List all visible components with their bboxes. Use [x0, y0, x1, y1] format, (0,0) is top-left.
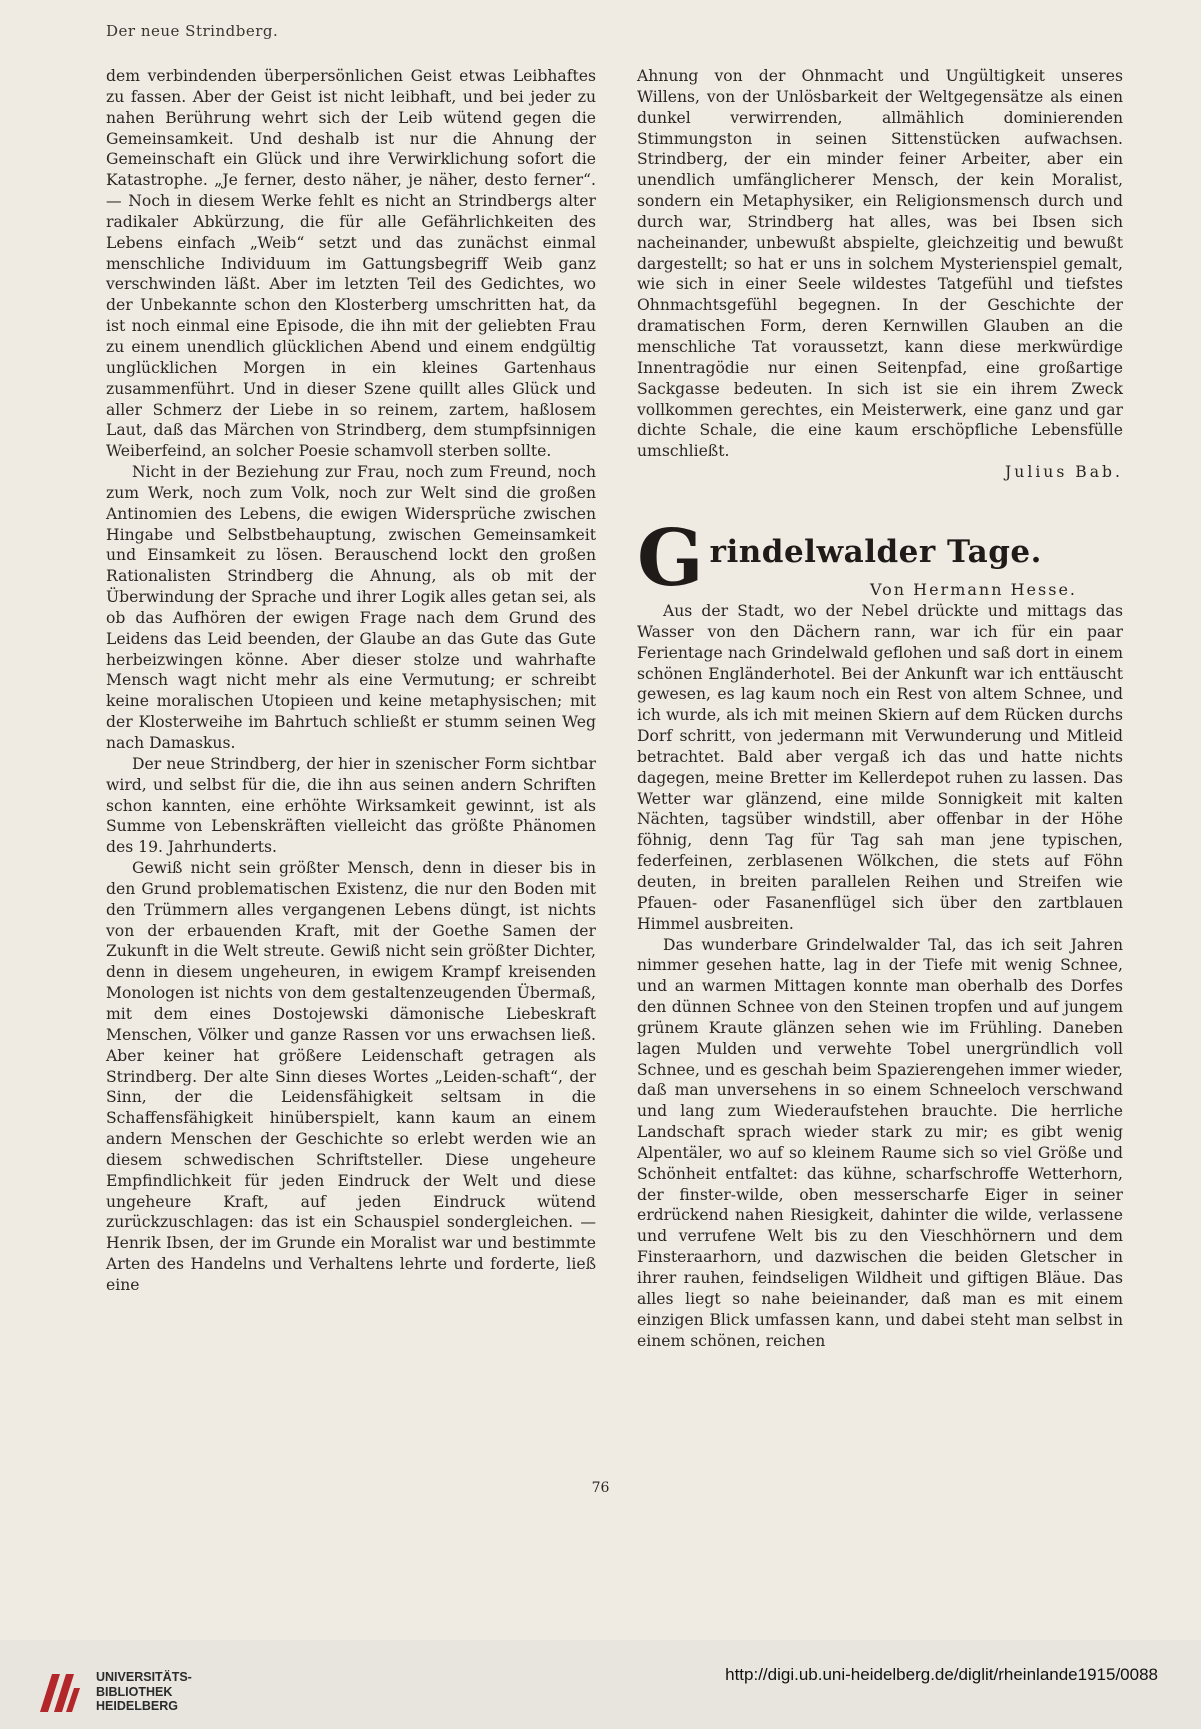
paragraph: Gewiß nicht sein größter Mensch, denn in dieser bis in den Grund problematischen Existenz, die nur den Boden mit den Trümmern alles vergangenen Lebens düngt, ist nichts von der erbauenden Kraft, mit der Goethe Samen der Zukunft in die Welt streute. Gewiß nicht sein größter Dichter, denn in diesem ungeheuren, in ewigem Krampf kreisenden Monologen ist nichts von dem gestaltenzeugenden Übermaß, mit dem eines Dostojewski dämonische Liebeskraft Menschen, Völker und ganze Rassen vor uns erwachsen ließ. Aber keiner hat größere Leidenschaft getragen als Strindberg. Der alte Sinn dieses Wortes „Leiden-schaft“, der Sinn, der die Leidensfähigkeit seltsam in die Schaffensfähigkeit hinüberspielt, kann kaum an einem andern Menschen der Geschichte so erlebt werden wie an diesem schwedischen Schriftsteller. Diese ungeheure Empfindlichkeit für jeden Eindruck der Welt und diese ungeheure Kraft, auf jeden Eindruck wütend zurückzuschlagen: das ist ein Schauspiel sondergleichen. — Henrik Ibsen, der im Grunde ein Moralist war und bestimmte Arten des Handelns und Verhaltens lehrte und forderte, ließ eine: [106, 859, 596, 1294]
byline: Von Hermann Hesse.: [870, 580, 1077, 599]
right-column-article: [637, 601, 1123, 1351]
paragraph: Der neue Strindberg, der hier in szenischer Form sichtbar wird, und selbst für die, die ihn aus seinen andern Schriften schon kannten, eine erhöhte Wirksamkeit gewinnt, ist als Summe von Lebenskräften vielleicht das größte Phänomen des 19. Jahrhunderts.: [106, 754, 596, 857]
left-column: [106, 66, 596, 1296]
library-name: [96, 1670, 192, 1714]
footer-bar: [0, 1640, 1201, 1729]
library-name-line: UNIVERSITÄTS-: [96, 1670, 192, 1684]
paragraph: Aus der Stadt, wo der Nebel drückte und mittags das Wasser von den Dächern rann, war ich für ein paar Ferientage nach Grindelwald geflohen und saß dort in einem schönen Engländerhotel. Bei der Ankunft war ich enttäuscht gewesen, es lag kaum noch ein Rest von altem Schnee, und ich wurde, als ich mit meinen Skiern auf dem Rücken durchs Dorf schritt, von jedermann mit Verwunderung und Mitleid betrachtet. Bald aber vergaß ich das und hatte nichts dagegen, meine Bretter im Kellerdepot ruhen zu lassen. Das Wetter war glänzend, eine milde Sonnigkeit mit kalten Nächten, tagsüber windstill, aber offenbar in der Höhe föhnig, denn Tag für Tag sah man jene typischen, federfeinen, zerblasenen Wölkchen, die stets auf Föhn deuten, in breiten parallelen Reihen und Streifen wie Pfauen- oder Fasanenflügel sich über den zartblauen Himmel ausbreiten.: [637, 602, 1123, 933]
paragraph: Ahnung von der Ohnmacht und Ungültigkeit unseres Willens, von der Unlösbarkeit der Weltgegensätze als einen dunkel verwirrenden, allmählich dominierenden Stimmungston in seinen Sittenstücken aufwachsen. Strindberg, der ein minder feiner Arbeiter, aber ein unendlich umfänglicherer Mensch, der kein Moralist, sondern ein Metaphysiker, ein Religionsmensch durch und durch war, Strindberg hat alles, was bei Ibsen sich nacheinander, unbewußt abspielte, gleichzeitig und bewußt dargestellt; so hat er uns in solchem Mysterienspiel gemalt, wie sich in einer Seele wildestes Tatgefühl und tiefstes Ohnmachtsgefühl begegnen. In der Geschichte der dramatischen Form, deren Kernwillen Glauben an die menschliche Tat voraussetzt, kann diese merkwürdige Innentragödie nur einen Seitenpfad, eine großartige Sackgasse bedeuten. In sich ist sie ein ihrem Zweck vollkommen gerechtes, ein Meisterwerk, eine ganz und gar dichte Schale, die eine kaum erschöpfliche Lebensfülle umschließt.: [637, 67, 1123, 461]
library-name-line: BIBLIOTHEK: [96, 1684, 173, 1699]
right-column-top: [637, 66, 1123, 483]
article-heading: [637, 513, 1123, 604]
page-number: 76: [591, 1480, 610, 1496]
article-title: rindelwalder Tage.: [709, 534, 1042, 570]
running-head: Der neue Strindberg.: [106, 22, 279, 40]
library-name-line: HEIDELBERG: [96, 1699, 178, 1713]
signature-line: [637, 462, 1123, 483]
author-signature: Julius Bab.: [1005, 463, 1123, 482]
paragraph: Das wunderbare Grindelwalder Tal, das ich seit Jahren nimmer gesehen hatte, lag in der Tiefe mit wenig Schnee, und an warmen Mittagen konnte man oberhalb des Dorfes den dünnen Schnee von den Steinen tropfen und auf jungem grünem Kraute glänzen sehen wie im Frühling. Daneben lagen Mulden und verwehte Tobel unergründlich voll Schnee, und es geschah beim Spazierengehen immer wieder, daß man unversehens in so einem Schneeloch verschwand und lang zum Wiederaufstehen brauchte. Die herrliche Landschaft sprach wieder stark zu mir; es gibt wenig Alpentäler, wo auf so kleinem Raume sich so viel Größe und Schönheit entfaltet: das kühne, scharfschroffe Wetterhorn, der finster-wilde, oben messerscharfe Eiger in seiner erdrückend nahen Riesigkeit, dahinter die wilde, verlassene und verrufene Welt bis zu den Vieschhörnern und dem Finsteraarhorn, und dazwischen die beiden Gletscher in ihrer rauhen, feindseligen Wildheit und giftigen Bläue. Das alles liegt so nahe beieinander, daß man es mit einem einzigen Blick umfassen kann, und dabei steht man selbst in einem schönen, reichen: [637, 935, 1123, 1350]
source-url-link[interactable]: http://digi.ub.uni-heidelberg.de/diglit/rheinlande1915/0088: [725, 1665, 1158, 1684]
library-logo-icon: [36, 1670, 82, 1716]
title-dropcap: G: [637, 513, 704, 604]
paragraph: Nicht in der Beziehung zur Frau, noch zum Freund, noch zum Werk, noch zum Volk, noch zur Welt sind die großen Antinomien des Lebens, die ewigen Widersprüche zwischen Hingabe und Selbstbehauptung, zwischen Gemeinsamkeit und Einsamkeit zu lösen. Berauschend lockt den großen Rationalisten Strindberg die Ahnung, als ob mit der Überwindung der Sprache und ihrer Logik alles getan sei, als ob das Aufhören der ewigen Frage nach dem Grund des Leidens das Leid beenden, der Glaube an das Gute das Gute herbeizwingen könne. Aber dieser stolze und wahrhafte Mensch wagt nicht mehr als eine Vermutung; er schreibt keine moralischen Utopieen und keine metaphysischen; mit der Klosterweihe im Bahrtuch schließt er stumm seinen Weg nach Damaskus.: [106, 463, 596, 752]
paragraph: dem verbindenden überpersönlichen Geist etwas Leibhaftes zu fassen. Aber der Geist ist nicht leibhaft, und bei jeder zu nahen Berührung wehrt sich der Leib wütend gegen die Gemeinsamkeit. Und deshalb ist nur die Ahnung der Gemeinschaft ein Glück und ihre Verwirklichung sofort die Katastrophe. „Je ferner, desto näher, je näher, desto ferner“. — Noch in diesem Werke fehlt es nicht an Strindbergs alter radikaler Abkürzung, die für alle Gefährlichkeiten des Lebens einfach „Weib“ setzt und das zunächst einmal menschliche Individuum im Gattungsbegriff Weib ganz verschwinden läßt. Aber im letzten Teil des Gedichtes, wo der Unbekannte schon den Klosterberg umschritten hat, da ist noch einmal eine Episode, die ihn mit der geliebten Frau zu einem unendlich glücklichen Abend und einem endgültig unglücklichen Morgen in ein kleines Gartenhaus zusammenführt. Und in dieser Szene quillt alles Glück und aller Schmerz der Liebe in so reinem, zartem, haßlosem Laut, daß das Märchen von Strindberg, dem stumpfsinnigen Weiberfeind, an solcher Poesie schamvoll sterben sollte.: [106, 67, 596, 461]
